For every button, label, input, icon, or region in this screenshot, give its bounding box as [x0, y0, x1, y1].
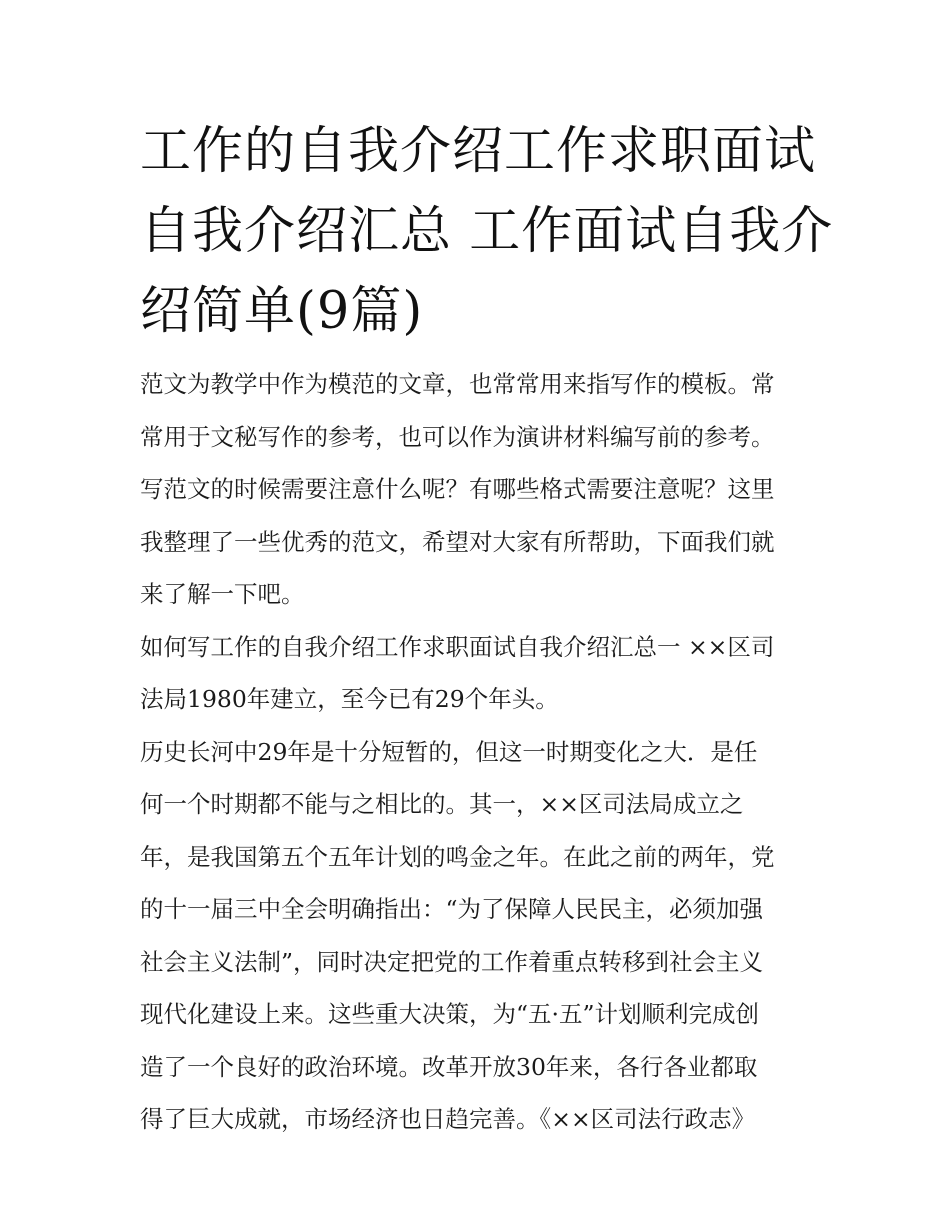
body-line: 现代化建设上来。这些重大决策，为“五·五”计划顺利完成创 — [140, 1000, 759, 1028]
body-line: 造了一个良好的政治环境。改革开放30年来，各行各业都取 — [140, 1052, 758, 1081]
title-line: 绍简单(9篇) — [140, 282, 424, 341]
body-line: 得了巨大成就，市场经济也日趋完善。《××区司法行政志》 — [140, 1105, 756, 1133]
body-line: 如何写工作的自我介绍工作求职面试自我介绍汇总一 ××区司 — [140, 632, 775, 661]
body-line: 法局1980年建立，至今已有29个年头。 — [140, 685, 559, 713]
body-line: 来了解一下吧。 — [140, 580, 305, 608]
body-line: 年，是我国第五个五年计划的鸣金之年。在此之前的两年，党 — [140, 842, 775, 871]
document-title — [140, 112, 834, 352]
body-line: 我整理了一些优秀的范文，希望对大家有所帮助，下面我们就 — [140, 527, 775, 556]
body-line: 的十一届三中全会明确指出：“为了保障人民民主，必须加强 — [140, 895, 764, 923]
body-line: 范文为教学中作为模范的文章，也常常用来指写作的模板。常 — [140, 370, 775, 398]
body-line: 社会主义法制”，同时决定把党的工作着重点转移到社会主义 — [140, 947, 764, 976]
body-line: 历史长河中29年是十分短暂的，但这一时期变化之大．是任 — [140, 737, 758, 766]
body-line: 何一个时期都不能与之相比的。其一，××区司法局成立之 — [140, 790, 744, 818]
title-line: 工作的自我介绍工作求职面试 — [140, 122, 817, 181]
body-line: 常用于文秘写作的参考，也可以作为演讲材料编写前的参考。 — [140, 422, 775, 451]
body-line: 写范文的时候需要注意什么呢？有哪些格式需要注意呢？这里 — [140, 475, 775, 503]
title-line: 自我介绍汇总 工作面试自我介 — [140, 202, 834, 261]
document-body — [140, 358, 820, 1146]
